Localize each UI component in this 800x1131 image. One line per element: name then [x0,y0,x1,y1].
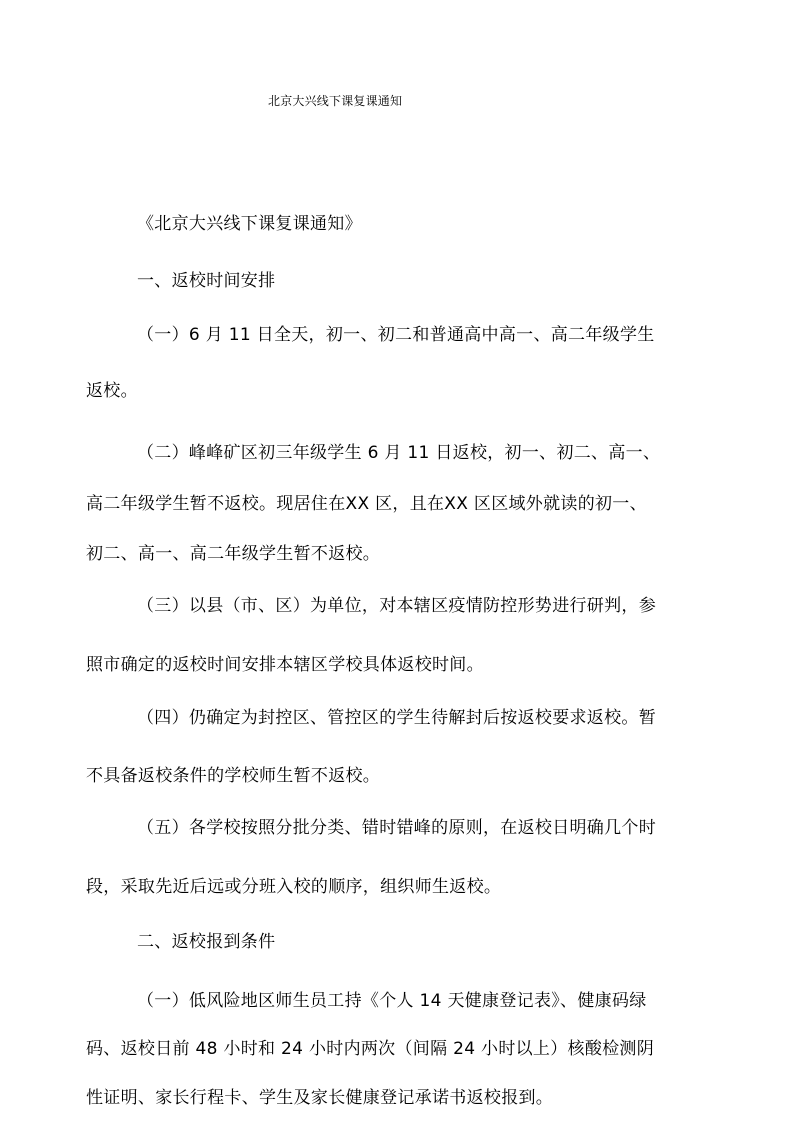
page-header: 北京大兴线下课复课通知 [268,94,403,108]
paragraph-line: 码、返校日前 48 小时和 24 小时内两次（间隔 24 小时以上）核酸检测阴 [86,1039,655,1059]
paragraph-line: 初二、高一、高二年级学生暂不返校。 [86,544,381,564]
paragraph-line: 性证明、家长行程卡、学生及家长健康登记承诺书返校报到。 [86,1088,554,1108]
paragraph-line: （五）各学校按照分批分类、错时错峰的原则，在返校日明确几个时 [137,818,656,838]
document-title: 《北京大兴线下课复课通知》 [137,214,362,234]
paragraph-line: 照市确定的返校时间安排本辖区学校具体返校时间。 [86,655,484,675]
paragraph-line: 段，采取先近后远或分班入校的顺序，组织师生返校。 [86,877,502,897]
paragraph-line: 不具备返校条件的学校师生暂不返校。 [86,766,381,786]
paragraph-line: （一）6 月 11 日全天，初一、初二和普通高中高一、高二年级学生 [137,325,655,345]
paragraph-line: 高二年级学生暂不返校。现居住在XX 区，且在XX 区区域外就读的初一、 [86,494,647,514]
paragraph-line: （一）低风险地区师生员工持《个人 14 天健康登记表》、健康码绿 [137,991,647,1011]
paragraph-line: （三）以县（市、区）为单位，对本辖区疫情防控形势进行研判，参 [137,596,656,616]
paragraph-line: （二）峰峰矿区初三年级学生 6 月 11 日返校，初一、初二、高一、 [137,443,661,463]
section-heading: 二、返校报到条件 [137,932,276,952]
section-heading: 一、返校时间安排 [137,271,276,291]
paragraph-line: 返校。 [86,381,138,401]
paragraph-line: （四）仍确定为封控区、管控区的学生待解封后按返校要求返校。暂 [137,708,656,728]
